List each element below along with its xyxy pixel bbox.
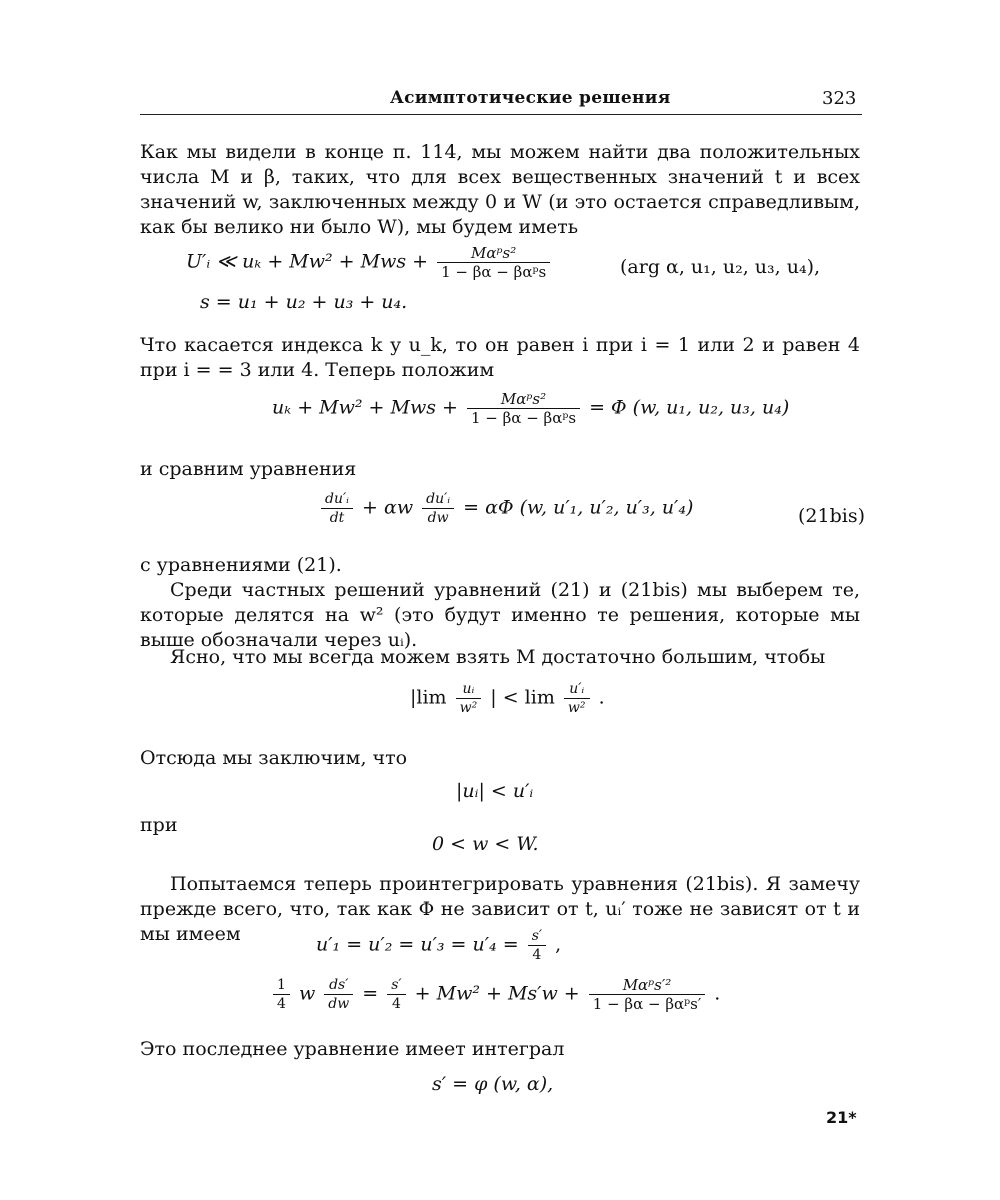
paragraph-7: Отсюда мы заключим, что — [140, 747, 408, 769]
eq4-middle: + αw — [362, 496, 414, 519]
eq5-fraction-1 — [456, 680, 482, 717]
equation-7: 0 < w < W. — [432, 833, 539, 855]
eq8-denominator: 4 — [532, 947, 542, 963]
eq5-f1-numerator: uᵢ — [456, 680, 482, 699]
eq4-fraction-2 — [422, 490, 454, 527]
paragraph-4: с уравнениями (21). — [140, 554, 342, 576]
equation-4-label: (21bis) — [798, 505, 865, 527]
eq1-numerator: Mαᵖs² — [437, 244, 550, 263]
eq5-f2-denominator: w² — [567, 700, 586, 716]
eq1-denominator: 1 − βα − βαᵖs — [441, 263, 547, 281]
eq9-fraction-2 — [324, 976, 353, 1013]
eq5-fraction-2 — [564, 680, 590, 717]
printer-signature: 21* — [826, 1108, 857, 1127]
eq8-end: , — [555, 933, 562, 956]
eq9-w: w — [298, 982, 316, 1005]
eq4-f1-denominator: dt — [329, 510, 345, 526]
eq9-f3-numerator: s′ — [387, 976, 405, 995]
eq5-part-a: |lim — [410, 686, 447, 709]
eq9-f3-denominator: 4 — [391, 996, 401, 1012]
eq8-fraction — [528, 927, 546, 964]
paragraph-3: и сравним уравнения — [140, 458, 357, 480]
eq4-f1-numerator: du′ᵢ — [321, 490, 353, 509]
paragraph-1: Как мы видели в конце п. 114, мы можем найти два положительных числа M и β, таких, что для всех вещественных значений t и всех значений w, заключенных между 0 и W (и это остается справедливым, как бы велико ни было W), мы будем иметь — [140, 141, 860, 238]
equation-6: |uᵢ| < u′ᵢ — [456, 780, 534, 802]
eq9-equals: = — [362, 982, 379, 1005]
equation-4 — [318, 490, 693, 527]
eq3-lhs: uₖ + Mw² + Mws + — [272, 396, 458, 419]
equation-3 — [272, 390, 789, 427]
paragraph-5: Среди частных решений уравнений (21) и (21bis) мы выберем те, которые делятся на w² (это будут именно те решения, которые мы выше обозначали через uᵢ). — [140, 579, 860, 651]
eq5-f2-numerator: u′ᵢ — [564, 680, 590, 699]
eq4-f2-denominator: dw — [427, 510, 449, 526]
eq3-denominator: 1 − βα − βαᵖs — [470, 409, 577, 427]
eq4-f2-numerator: du′ᵢ — [422, 490, 454, 509]
page-number: 323 — [822, 88, 857, 109]
eq8-lhs: u′₁ = u′₂ = u′₃ = u′₄ = — [316, 933, 519, 956]
header-rule — [140, 114, 862, 115]
eq3-rhs: = Φ (w, u₁, u₂, u₃, u₄) — [589, 396, 790, 419]
running-header-title: Асимптотические решения — [390, 88, 671, 108]
eq9-end: . — [714, 982, 721, 1005]
equation-5 — [410, 680, 605, 717]
eq9-f2-numerator: ds′ — [324, 976, 353, 995]
eq9-fraction-1 — [273, 976, 290, 1013]
equation-1-condition: (arg α, u₁, u₂, u₃, u₄), — [620, 256, 821, 278]
paragraph-8: при — [140, 814, 178, 836]
eq1-fraction — [437, 244, 550, 281]
eq9-fraction-3 — [387, 976, 405, 1013]
paragraph-6: Ясно, что мы всегда можем взять M достаточно большим, чтобы — [170, 646, 826, 668]
eq9-f1-numerator: 1 — [273, 976, 290, 995]
eq1-lhs: U′ᵢ ≪ uₖ + Mw² + Mws + — [186, 250, 429, 273]
eq9-f1-denominator: 4 — [277, 996, 286, 1012]
eq9-fraction-4 — [589, 976, 705, 1013]
eq4-fraction-1 — [321, 490, 353, 527]
equation-1 — [186, 244, 553, 281]
eq9-f4-numerator: Mαᵖs′² — [589, 976, 705, 995]
eq9-f2-denominator: dw — [328, 996, 350, 1012]
eq8-numerator: s′ — [528, 927, 546, 946]
eq3-numerator: Mαᵖs² — [467, 390, 580, 409]
eq5-part-b: | < lim — [490, 686, 555, 709]
eq5-part-c: . — [598, 686, 605, 709]
paragraph-2: Что касается индекса k у u_k, то он равен i при i = 1 или 2 и равен 4 при i = = 3 или 4. Теперь положим — [140, 334, 860, 381]
eq9-middle: + Mw² + Ms′w + — [414, 982, 580, 1005]
equation-2: s = u₁ + u₂ + u₃ + u₄. — [200, 291, 408, 313]
paragraph-9: Попытаемся теперь проинтегрировать уравнения (21bis). Я замечу прежде всего, что, так как Φ не зависит от t, uᵢ′ тоже не зависят от t и мы имеем — [140, 873, 860, 945]
equation-8 — [316, 927, 561, 964]
equation-9 — [270, 976, 720, 1013]
paragraph-10: Это последнее уравнение имеет интеграл — [140, 1038, 565, 1060]
eq5-f1-denominator: w² — [459, 700, 478, 716]
eq9-f4-denominator: 1 − βα − βαᵖs′ — [592, 995, 702, 1013]
equation-10: s′ = φ (w, α), — [432, 1073, 554, 1095]
eq4-rhs: = αΦ (w, u′₁, u′₂, u′₃, u′₄) — [463, 496, 694, 519]
eq3-fraction — [467, 390, 580, 427]
